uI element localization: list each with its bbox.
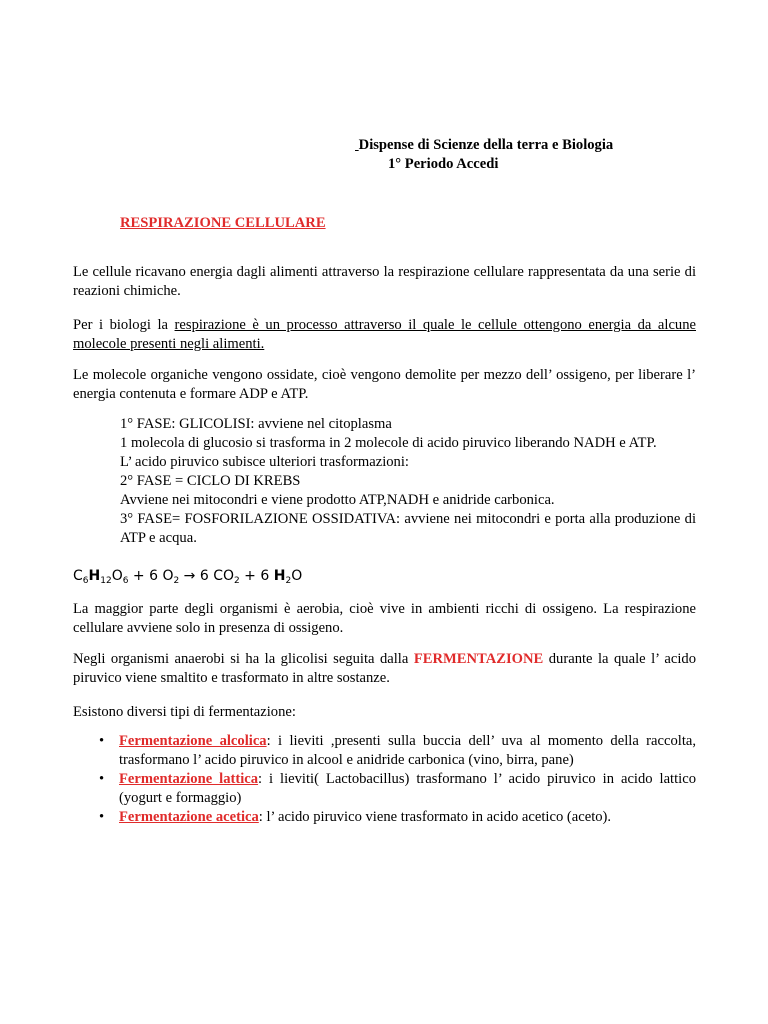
fermentation-type-name: Fermentazione lattica xyxy=(119,771,259,787)
bullet-icon: • xyxy=(99,771,105,787)
phases-block xyxy=(120,415,696,548)
section-title: RESPIRAZIONE CELLULARE xyxy=(120,215,326,231)
arrow-icon: → 6 CO xyxy=(179,568,234,584)
fermentation-type-description: : i lieviti ,presenti sulla buccia dell’ uva al momento della raccolta, trasformano l’ acido piruvico in alcool e anidride carbonica (vino, birra, pane) xyxy=(119,733,696,768)
phase-line: 1 molecola di glucosio si trasforma in 2 molecole di acido piruvico liberando NADH e ATP. xyxy=(120,435,657,451)
list-item xyxy=(73,808,696,827)
list-item xyxy=(73,732,696,770)
phase-line: L’ acido piruvico subisce ulteriori trasformazioni: xyxy=(120,454,409,470)
phase-line: 2° FASE = CICLO DI KREBS xyxy=(120,473,301,489)
definition-underlined: respirazione è un processo attraverso il quale le cellule ottengono energia da alcune molecole presenti negli alimenti. xyxy=(73,317,696,352)
bullet-icon: • xyxy=(99,809,105,825)
list-item xyxy=(73,770,696,808)
document-header-period: 1° Periodo Accedi xyxy=(388,156,499,172)
paragraph-types-intro: Esistono diversi tipi di fermentazione: xyxy=(73,704,296,720)
paragraph-anaerobic: Negli organismi anaerobi si ha la glicolisi seguita dalla FERMENTAZIONE durante la quale l’ acido piruvico viene smaltito e trasformato in altre sostanze. xyxy=(73,651,696,686)
fermentation-type-description: : i lieviti( Lactobacillus) trasformano l’ acido piruvico in acido lattico (yogurt e formaggio) xyxy=(119,771,696,806)
fermentation-type-name: Fermentazione alcolica xyxy=(119,733,267,749)
definition-prefix: Per i biologi la xyxy=(73,317,175,333)
phase-line: 3° FASE= FOSFORILAZIONE OSSIDATIVA: avviene nei mitocondri e porta alla produzione di ATP e acqua. xyxy=(120,511,696,546)
bullet-icon: • xyxy=(99,733,105,749)
fermentation-highlight: FERMENTAZIONE xyxy=(413,651,544,667)
phase-line: 1° FASE: GLICOLISI: avviene nel citoplasma xyxy=(120,416,392,432)
fermentation-type-name: Fermentazione acetica xyxy=(119,809,259,825)
paragraph-intro: Le cellule ricavano energia dagli alimenti attraverso la respirazione cellulare rappresentata da una serie di reazioni chimiche. xyxy=(73,264,696,299)
fermentation-types-list xyxy=(73,732,696,827)
respiration-formula: $C_6H_{12}O_6 + 6$ $O_2 \to 6$ $CO_2 + 6$ $H_2O$ xyxy=(73,568,303,586)
phase-line: Avviene nei mitocondri e viene prodotto ATP,NADH e anidride carbonica. xyxy=(120,492,555,508)
paragraph-definition xyxy=(73,316,696,354)
document-header-title xyxy=(355,136,613,155)
fermentation-type-description: : l’ acido piruvico viene trasformato in acido acetico (aceto). xyxy=(258,809,612,825)
paragraph-oxidation: Le molecole organiche vengono ossidate, cioè vengono demolite per mezzo dell’ ossigeno, per liberare l’ energia contenuta e formare ADP e ATP. xyxy=(73,367,696,402)
header-title-line1: Dispense di Scienze della terra e Biologia xyxy=(358,137,614,153)
paragraph-aerobic: La maggior parte degli organismi è aerobia, cioè vive in ambienti ricchi di ossigeno. La respirazione cellulare avviene solo in presenza di ossigeno. xyxy=(73,601,696,636)
